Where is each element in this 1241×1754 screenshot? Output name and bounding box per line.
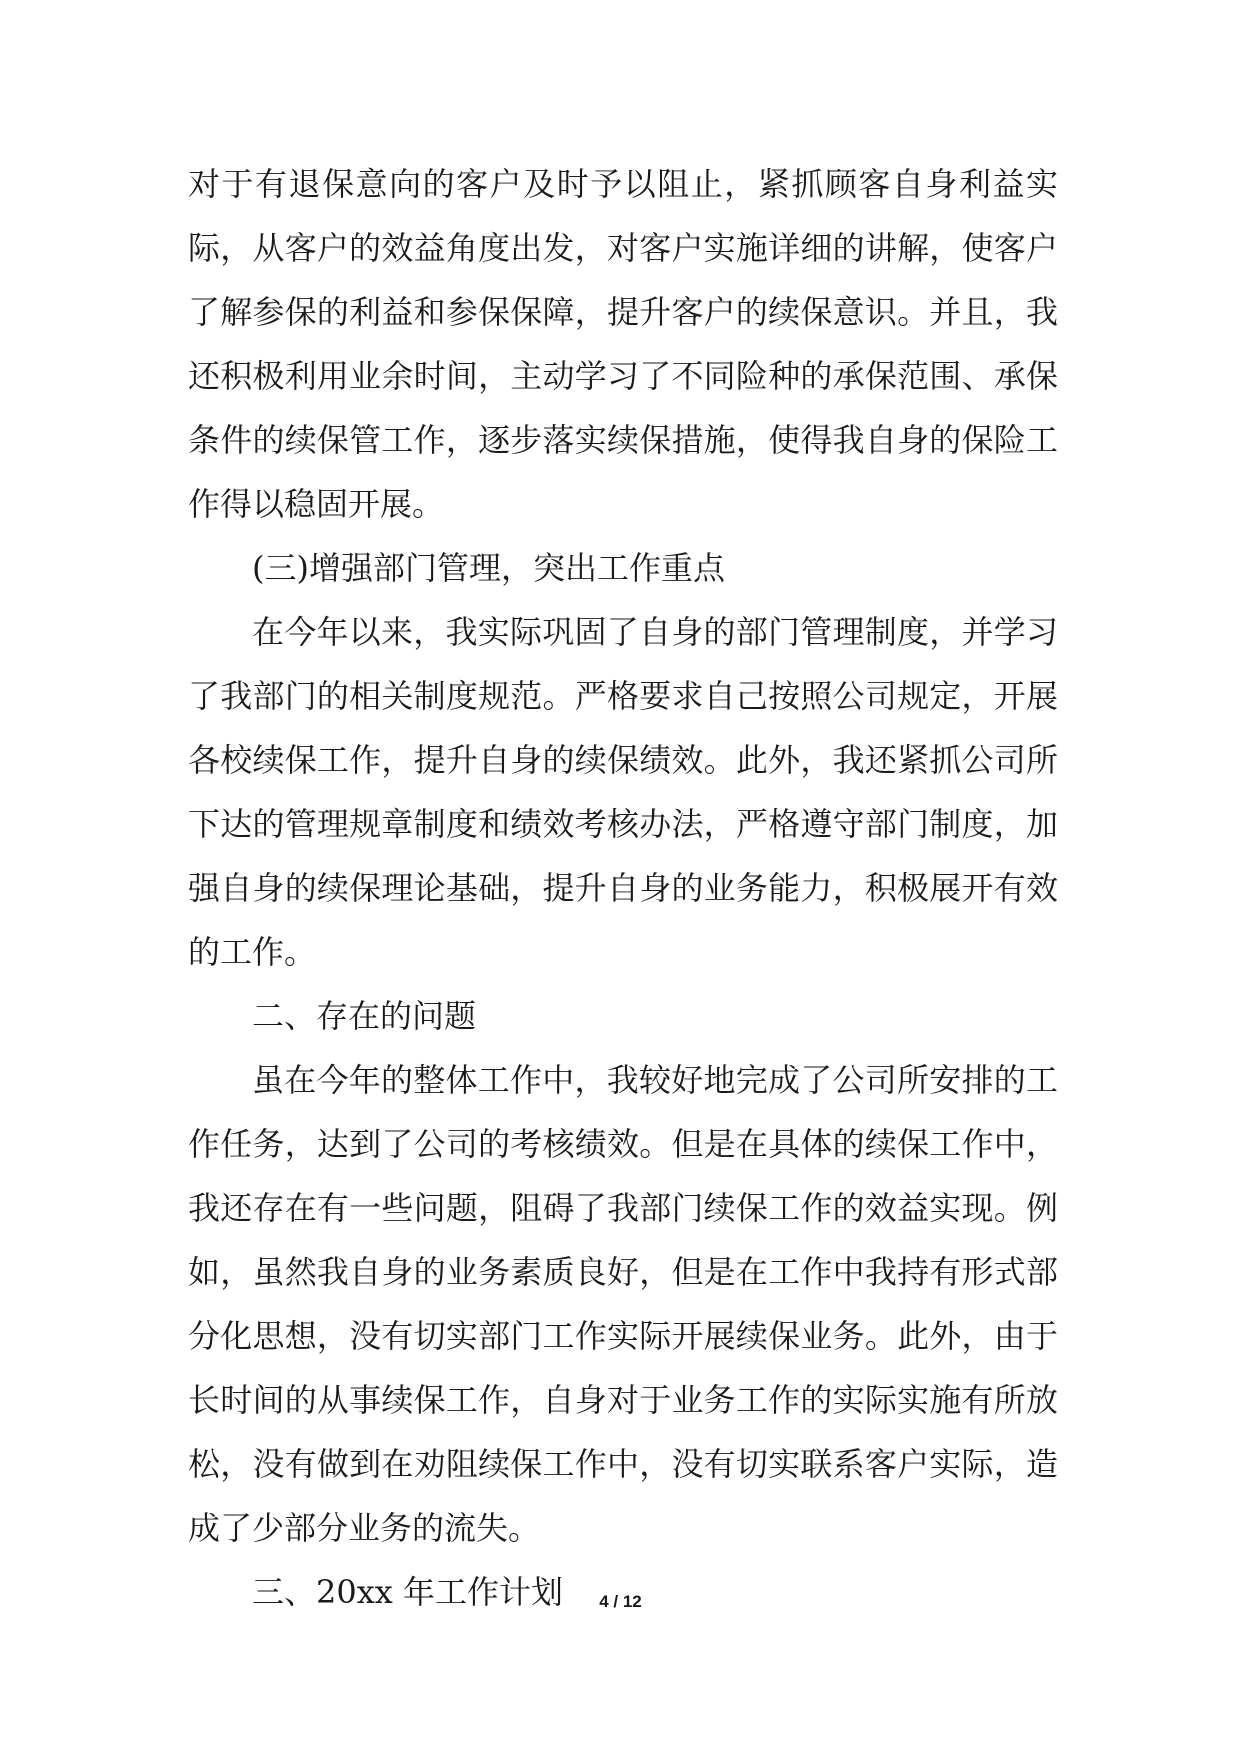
section-heading-3: (三)增强部门管理，突出工作重点 xyxy=(252,549,725,587)
paragraph-problems: 虽在今年的整体工作中，我较好地完成了公司所安排的工作任务，达到了公司的考核绩效。但是在具体的续保工作中，我还存在有一些问题，阻碍了我部门续保工作的效益实现。例如，虽然我自身的业务素质良好，但是在工作中我持有形式部分化思想，没有切实部门工作实际开展续保业务。此外，由于长时间的从事续保工作，自身对于业务工作的实际实施有所放松，没有做到在劝阻续保工作中，没有切实联系客户实际，造成了少部分业务的流失。 xyxy=(188,1061,1058,1547)
section-heading-work-plan: 三、20xx 年工作计划 xyxy=(252,1573,563,1611)
page-number: 4 / 12 xyxy=(599,1592,642,1611)
paragraph-continuation: 对于有退保意向的客户及时予以阻止，紧抓顾客自身利益实际，从客户的效益角度出发，对客户实施详细的讲解，使客户了解参保的利益和参保保障，提升客户的续保意识。并且，我还积极利用业余时间，主动学习了不同险种的承保范围、承保条件的续保管工作，逐步落实续保措施，使得我自身的保险工作得以稳固开展。 xyxy=(188,165,1058,523)
paragraph-department-management: 在今年以来，我实际巩固了自身的部门管理制度，并学习了我部门的相关制度规范。严格要求自己按照公司规定，开展各校续保工作，提升自身的续保绩效。此外，我还紧抓公司所下达的管理规章制度和绩效考核办法，严格遵守部门制度，加强自身的续保理论基础，提升自身的业务能力，积极展开有效的工作。 xyxy=(188,613,1058,971)
section-heading-problems: 二、存在的问题 xyxy=(252,997,477,1035)
document-body xyxy=(188,152,1058,1624)
